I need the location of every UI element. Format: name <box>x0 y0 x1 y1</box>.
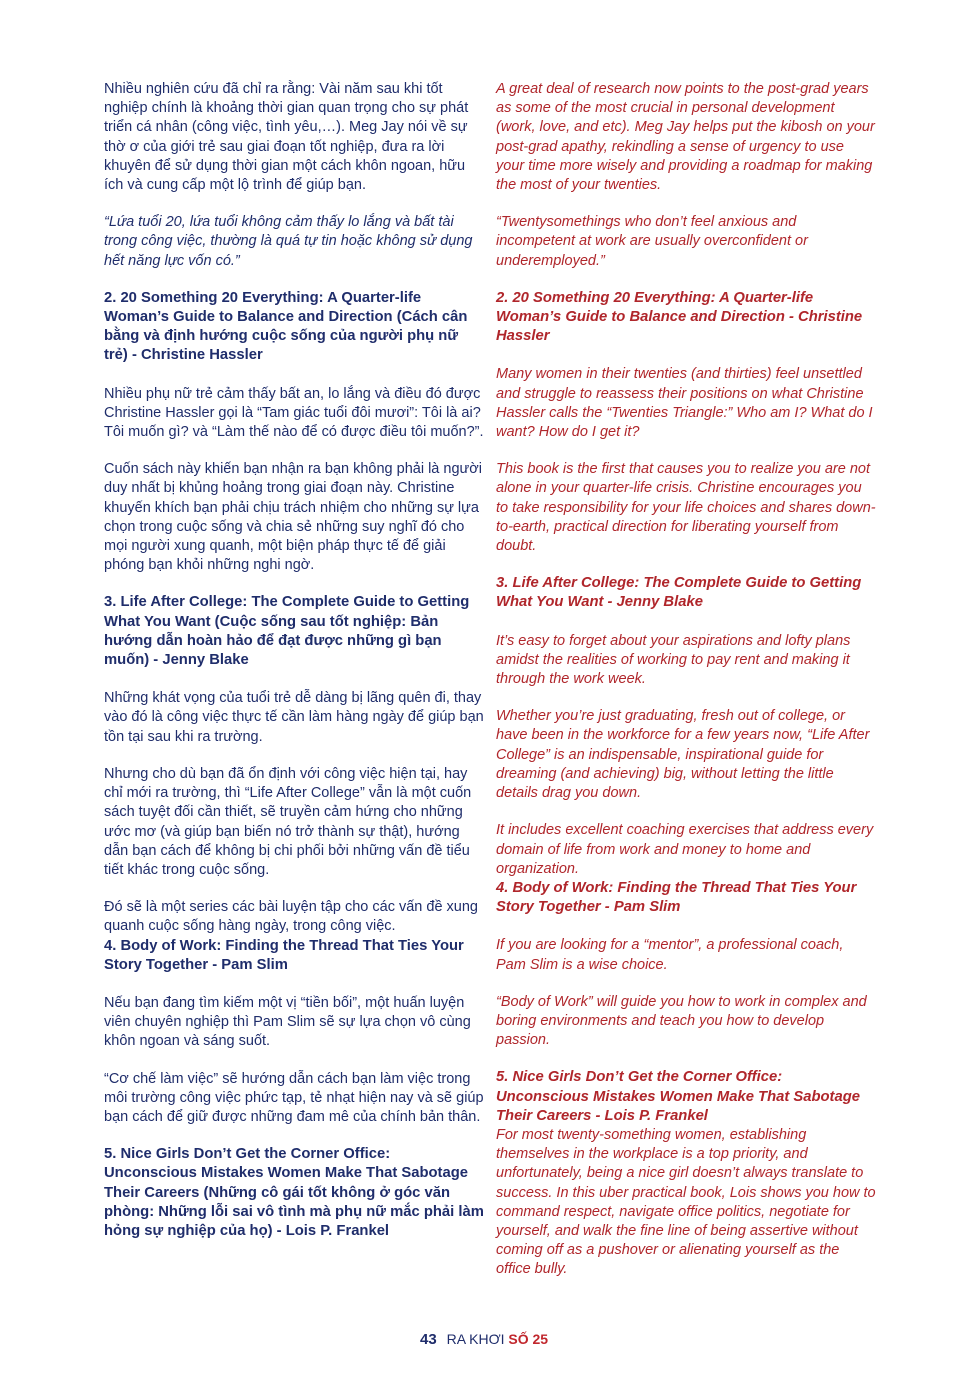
book-2-paragraph-2-vi: Cuốn sách này khiến bạn nhận ra bạn không phải là người duy nhất bị khủng hoảng trong giai đoạn này. Christine khuyến khích bạn phải chịu trách nhiệm cho những sự lựa chọn trong cuộc sống và chia sẻ những suy nghĩ đó cho mọi người xung quanh, một biện pháp thực tế để giải phóng bạn khỏi những nghi ngờ. <box>104 461 482 574</box>
book-2-heading-en: 2. 20 Something 20 Everything: A Quarter-life Woman’s Guide to Balance and Direction - Christine Hassler <box>496 289 863 345</box>
book-5-paragraph-en: For most twenty-something women, establishing themselves in the workplace is a top priority, and unfortunately, being a nice girl doesn’t always translate to success. In this uber practical book, Lois shows you how to command respect, navigate office politics, negotiate for yourself, and walk the fine line of being assertive without coming off as a pushover or alienating yourself as the office bully. <box>496 1126 876 1278</box>
book-3-heading-vi: 3. Life After College: The Complete Guide to Getting What You Want (Cuộc sống sau tốt nghiệp: Bản hướng dẫn hoàn hảo để đạt được những gì bạn muốn) - Jenny Blake <box>104 594 470 669</box>
book-3-paragraph-1-en: It’s easy to forget about your aspirations and lofty plans amidst the realities of working to pay rent and making it through the work week. <box>496 632 851 688</box>
quote-en: “Twentysomethings who don’t feel anxious and incompetent at work are usually overconfident or underemployed.” <box>496 214 808 269</box>
intro-paragraph-en: A great deal of research now points to the post-grad years as some of the most crucial in personal development (work, love, and etc). Meg Jay helps put the kibosh on your post-grad apathy, rekindling a sense of urgency to use your time more wisely and providing a roadmap for making the most of your twenties. <box>496 81 875 194</box>
english-column <box>496 80 876 1298</box>
quote-vi: “Lứa tuổi 20, lứa tuổi không cảm thấy lo lắng và bất tài trong công việc, thường là quá tự tin hoặc không sử dụng hết năng lực vốn có.” <box>104 214 473 269</box>
book-4-heading-vi: 4. Body of Work: Finding the Thread That Ties Your Story Together - Pam Slim <box>104 937 464 973</box>
book-2-paragraph-1-vi: Nhiều phụ nữ trẻ cảm thấy bất an, lo lắng và điều đó được Christine Hassler gọi là “Tam giác tuổi đôi mươi”: Tôi là ai? Tôi muốn gì? và “Làm thế nào để có được điều tôi muốn?”. <box>104 385 484 441</box>
book-4-paragraph-1-vi: Nếu bạn đang tìm kiếm một vị “tiền bối”, một huấn luyện viên chuyên nghiệp thì Pam Slim sẽ sự lựa chọn vô cùng khôn ngoan và sáng suốt. <box>104 994 471 1050</box>
magazine-name: RA KHƠI <box>446 1331 505 1347</box>
issue-number: SỐ 25 <box>508 1331 549 1347</box>
book-5-heading-vi: 5. Nice Girls Don’t Get the Corner Office: Unconscious Mistakes Women Make That Sabotage Their Careers (Những cô gái tốt không ở góc văn phòng: Những lỗi sai vô tình mà phụ nữ mắc phải làm hỏng sự nghiệp của họ) - Lois P. Frankel <box>104 1146 484 1239</box>
page-number: 43 <box>420 1331 437 1348</box>
book-4-paragraph-2-vi: “Cơ chế làm việc” sẽ hướng dẫn cách bạn làm việc trong môi trường công việc phức tạp, tẻ nhạt hiện nay và sẽ giúp bạn cách để giữ được những đam mê của chính bản thân. <box>104 1070 484 1125</box>
book-3-paragraph-2-vi: Nhưng cho dù bạn đã ổn định với công việc hiện tại, hay chỉ mới ra trường, thì “Life After College” vẫn là một cuốn sách tuyệt đối cần thiết, sẽ truyền cảm hứng cho những ước mơ (và giúp bạn biến nó trở thành sự thật), hướng dẫn bạn cách để không bị chi phối bởi những vấn đề tiểu tiết khác trong cuộc sống. <box>104 765 472 878</box>
vietnamese-column <box>104 80 484 1260</box>
book-4-paragraph-1-en: If you are looking for a “mentor”, a professional coach, Pam Slim is a wise choice. <box>496 937 844 973</box>
book-3-heading-en: 3. Life After College: The Complete Guide to Getting What You Want - Jenny Blake <box>496 575 862 611</box>
book-4-heading-en: 4. Body of Work: Finding the Thread That Ties Your Story Together - Pam Slim <box>496 879 857 916</box>
book-2-paragraph-1-en: Many women in their twenties (and thirties) feel unsettled and struggle to reassess their positions on what Christine Hassler calls the “Twenties Triangle:” Who am I? What do I want? How do I get it? <box>496 366 873 441</box>
intro-paragraph-vi: Nhiều nghiên cứu đã chỉ ra rằng: Vài năm sau khi tốt nghiệp chính là khoảng thời gian quan trọng cho sự phát triển cá nhân (công việc, tình yêu,…). Meg Jay nói về sự thờ ơ của giới trẻ sau giai đoạn tốt nghiệp, đưa ra lời khuyên để sử dụng thời gian một cách khôn ngoan, hữu ích và cung cấp một lộ trình để giúp bạn. <box>104 81 469 194</box>
book-5-heading-en: 5. Nice Girls Don’t Get the Corner Office: Unconscious Mistakes Women Make That Sabotage Their Careers - Lois P. Frankel <box>496 1069 860 1124</box>
page-footer <box>420 1331 620 1348</box>
book-3-paragraph-3-en: It includes excellent coaching exercises that address every domain of life from work and money to home and organization. <box>496 822 874 877</box>
book-4-paragraph-2-en: “Body of Work” will guide you how to work in complex and boring environments and teach you how to develop passion. <box>496 993 867 1049</box>
book-2-paragraph-2-en: This book is the first that causes you to realize you are not alone in your quarter-life crisis. Christine encourages you to take responsibility for your life choices and shares down-to-earth, practical direction for liberating yourself from doubt. <box>496 461 876 555</box>
book-3-paragraph-3-vi: Đó sẽ là một series các bài luyện tập cho các vấn đề xung quanh cuộc sống hàng ngày, trong công việc. <box>104 899 478 935</box>
book-2-heading-vi: 2. 20 Something 20 Everything: A Quarter-life Woman’s Guide to Balance and Direction (Cách cân bằng và định hướng cuộc sống của người phụ nữ trẻ) - Christine Hassler <box>104 289 468 364</box>
book-3-paragraph-1-vi: Những khát vọng của tuổi trẻ dễ dàng bị lãng quên đi, thay vào đó là công việc thực tế cần làm hàng ngày để giúp bạn tồn tại sau khi ra trường. <box>104 690 484 745</box>
book-3-paragraph-2-en: Whether you’re just graduating, fresh out of college, or have been in the workforce for a few years now, “Life After College” is an indispensable, inspirational guide for dreaming (and achieving) big, without letting the little details drag you down. <box>496 708 870 802</box>
